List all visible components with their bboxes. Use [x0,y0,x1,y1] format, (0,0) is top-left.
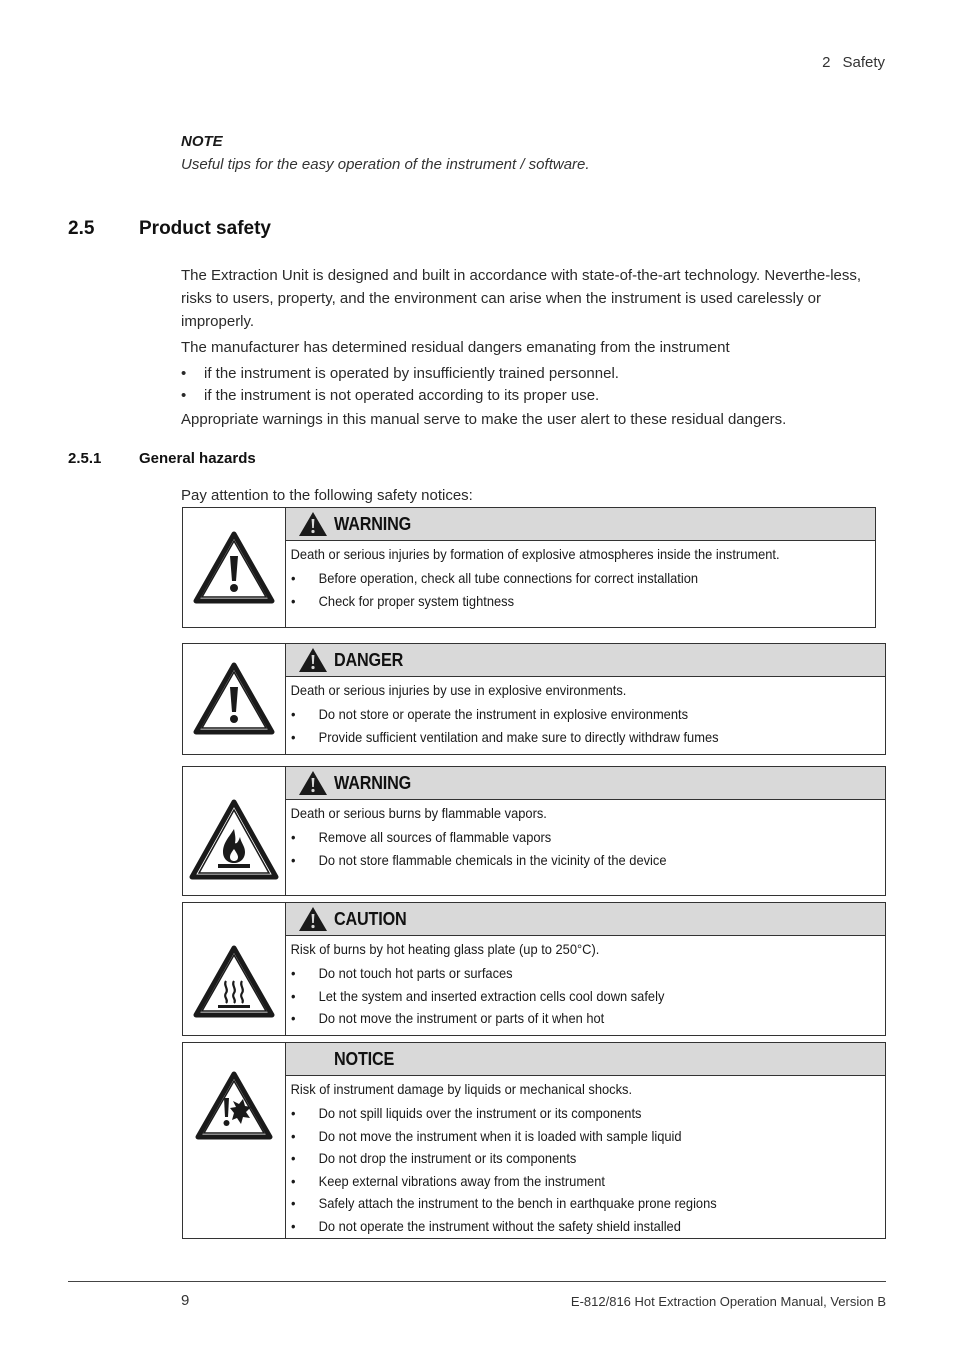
bullet-mark: • [291,706,296,722]
section-title: Product safety [139,218,271,239]
bullet-mark: • [291,965,296,981]
exclamation-warning-icon [193,662,275,736]
bullet-mark: • [291,987,296,1004]
symbol-cell [183,644,286,754]
section-heading-2-5-1 [68,450,256,467]
note-block [181,133,881,173]
list-item [291,1125,837,1148]
list-item [291,826,837,849]
paragraph-residual-dangers: The manufacturer has determined residual dangers emanating from the instrument [181,339,730,356]
bullet-mark: • [291,1217,296,1234]
list-item [291,590,828,613]
bullet-mark: • [291,1010,296,1027]
small-warning-icon [298,770,328,796]
safety-notice-danger-explosive-environments [182,643,886,755]
hazard-description: Risk of burns by hot heating glass plate (up to 250°C). [290,941,600,957]
note-text: Useful tips for the easy operation of the instrument / software. [181,156,590,173]
list-item-text: Check for proper system tightness [318,592,515,609]
hazard-description: Death or serious burns by flammable vapors. [290,805,547,821]
list-item-text: Let the system and inserted extraction cells cool down safely [318,987,665,1004]
section-heading-2-5 [68,218,271,240]
signal-word: WARNING [334,772,412,793]
hazard-description: Death or serious injuries by use in explosive environments. [290,682,627,698]
safety-notice-warning-explosive-atmospheres [182,507,876,628]
list-item-text: if the instrument is operated by insufficiently trained personnel. [204,365,619,382]
bullet-mark: • [291,851,296,868]
list-item [291,1170,837,1193]
hazard-description: Risk of instrument damage by liquids or mechanical shocks. [290,1081,633,1097]
signal-header [286,767,885,800]
signal-header [286,644,885,677]
list-item [181,365,619,382]
signal-word: CAUTION [334,908,407,929]
signal-word: NOTICE [334,1048,395,1069]
chapter-title: Safety [842,54,885,71]
list-item-text: Do not spill liquids over the instrument or its components [318,1105,642,1121]
list-item [291,1192,837,1215]
list-item [291,1007,837,1030]
signal-header [286,508,875,541]
list-item [181,387,599,404]
bullet-mark: • [291,592,296,609]
list-item-text: Do not drop the instrument or its components [318,1150,577,1167]
paragraph-intro: Pay attention to the following safety notices: [181,487,473,504]
bullet-mark: • [181,387,187,404]
safety-notice-caution-hot-surface [182,902,886,1036]
footer-divider [68,1281,886,1282]
bullet-mark: • [291,1105,296,1121]
section-title: General hazards [139,450,256,467]
list-item-text: Before operation, check all tube connections for correct installation [318,570,699,586]
exclamation-warning-icon [193,531,275,605]
bullet-mark: • [291,1127,296,1144]
list-item [291,1147,837,1170]
list-item [291,1215,837,1238]
bullet-mark: • [291,570,296,586]
symbol-cell [183,767,286,895]
paragraph-warnings: Appropriate warnings in this manual serve to make the user alert to these residual dangers. [181,411,787,428]
symbol-cell [183,903,286,1035]
safety-notice-notice-instrument-damage [182,1042,886,1239]
small-warning-icon [298,906,328,932]
flammable-icon [189,799,279,881]
list-item-text: Do not move the instrument when it is loaded with sample liquid [318,1127,682,1144]
symbol-cell [183,508,286,627]
note-title: NOTE [181,133,223,150]
bullet-mark: • [291,728,296,745]
instrument-damage-icon [195,1071,273,1141]
list-item-text: Provide sufficient ventilation and make sure to directly withdraw fumes [318,728,719,745]
symbol-cell [183,1043,286,1238]
list-item-text: Remove all sources of flammable vapors [318,829,552,845]
hot-surface-icon [193,945,275,1019]
footer-document-title: E-812/816 Hot Extraction Operation Manual, Version B [570,1294,886,1309]
bullet-mark: • [291,1172,296,1189]
list-item-text: Safely attach the instrument to the bench in earthquake prone regions [318,1195,717,1212]
list-item [291,726,837,749]
bullet-mark: • [291,1195,296,1212]
safety-notice-warning-flammable-vapors [182,766,886,896]
list-item-text: Do not store flammable chemicals in the vicinity of the device [318,851,667,868]
small-warning-icon [298,647,328,673]
signal-word: WARNING [334,513,412,534]
list-item [291,849,837,872]
list-item [291,1102,837,1125]
list-item-text: Do not move the instrument or parts of it when hot [318,1010,605,1027]
bullet-mark: • [291,1150,296,1167]
list-item [291,703,837,726]
bullet-mark: • [291,829,296,845]
running-header [822,54,885,71]
list-item-text: Do not store or operate the instrument in explosive environments [318,706,689,722]
list-item [291,567,828,590]
chapter-number: 2 [822,54,831,71]
hazard-description: Death or serious injuries by formation of explosive atmospheres inside the instrument. [290,546,780,562]
list-item-text: Do not touch hot parts or surfaces [318,965,513,981]
list-item [291,985,837,1008]
bullet-mark: • [181,365,187,382]
signal-header [286,903,885,936]
signal-word: DANGER [334,649,404,670]
list-item [291,962,837,985]
small-warning-icon [298,511,328,537]
signal-header [286,1043,885,1076]
section-number: 2.5 [68,218,95,239]
list-item-text: if the instrument is not operated according to its proper use. [204,387,600,404]
page-number: 9 [181,1292,190,1309]
section-number: 2.5.1 [68,450,102,467]
list-item-text: Keep external vibrations away from the instrument [318,1172,605,1189]
paragraph-design: The Extraction Unit is designed and built in accordance with state-of-the-art technology. Neverthe-less, risks to users, property, and the environment can arise when the instrument is used carelessly or improperly. [181,267,862,330]
list-item-text: Do not operate the instrument without the safety shield installed [318,1217,681,1234]
